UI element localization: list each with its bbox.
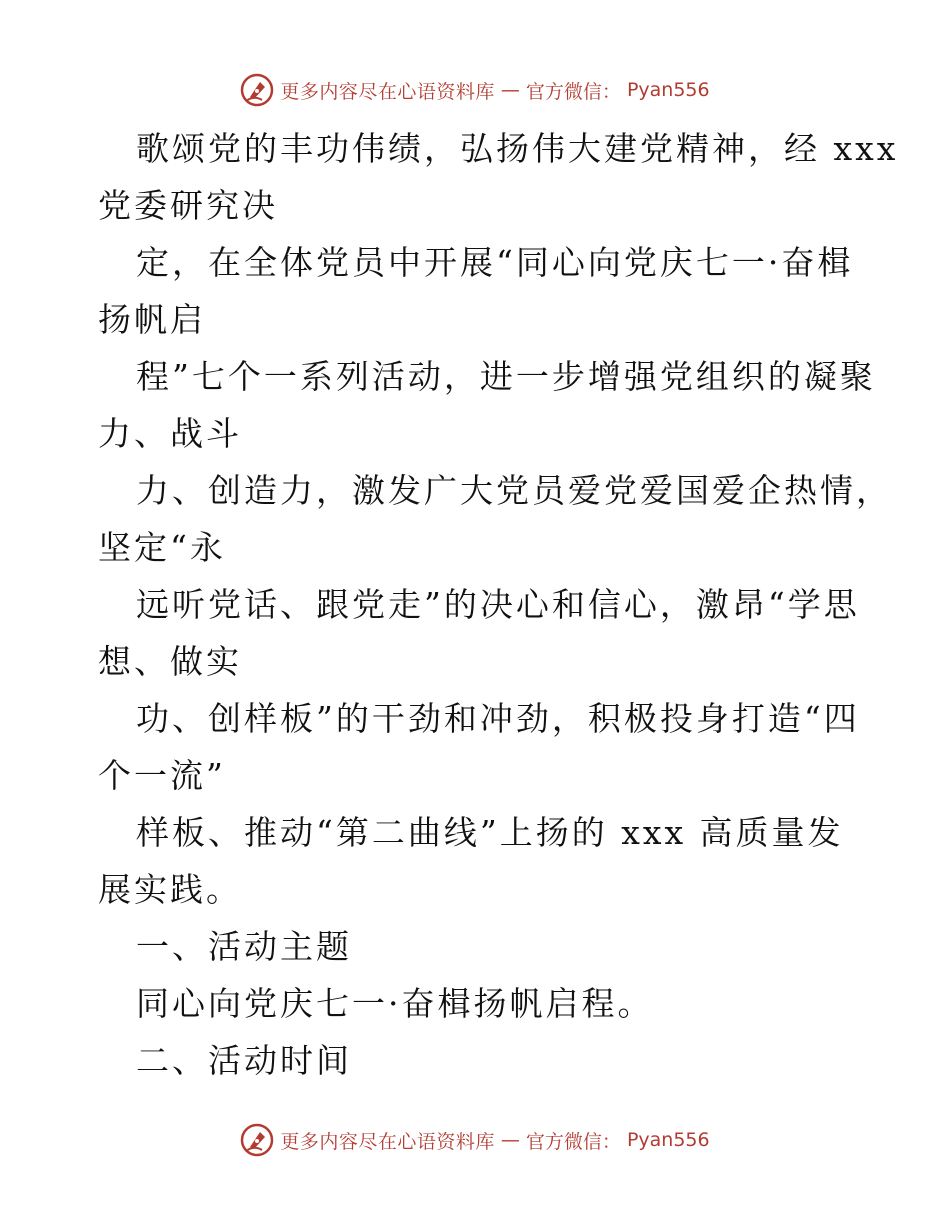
pen-nib-logo-icon bbox=[240, 1123, 274, 1157]
paragraph-line: 歌颂党的丰功伟绩，弘扬伟大建党精神，经 xxx bbox=[136, 129, 899, 168]
paragraph-line: 定，在全体党员中开展“同心向党庆七一·奋楫 bbox=[136, 243, 854, 282]
paragraph-line: 展实践。 bbox=[98, 870, 242, 909]
watermark-brand: 更多内容尽在心语资料库 bbox=[280, 80, 495, 103]
paragraph-line: 想、做实 bbox=[98, 642, 242, 681]
paragraph-line: 样板、推动“第二曲线”上扬的 xxx 高质量发 bbox=[136, 813, 844, 852]
watermark-dash: — bbox=[500, 79, 520, 101]
section-heading: 一、活动主题 bbox=[136, 927, 352, 966]
document-body bbox=[98, 120, 899, 1089]
paragraph-line: 远听党话、跟党走”的决心和信心，激昂“学思 bbox=[136, 585, 860, 624]
paragraph-line: 力、战斗 bbox=[98, 414, 242, 453]
paragraph-line: 力、创造力，激发广大党员爱党爱国爱企热情， bbox=[136, 471, 892, 510]
pen-nib-logo-icon bbox=[240, 73, 274, 107]
paragraph-line: 功、创样板”的干劲和冲劲，积极投身打造“四 bbox=[136, 699, 860, 738]
paragraph-line: 程”七个一系列活动，进一步增强党组织的凝聚 bbox=[136, 357, 876, 396]
watermark-wechat-label: 官方微信： bbox=[525, 1130, 621, 1153]
paragraph-line: 坚定“永 bbox=[98, 528, 226, 567]
watermark-brand: 更多内容尽在心语资料库 bbox=[280, 1130, 495, 1153]
watermark-wechat-id: Pyan556 bbox=[626, 1129, 710, 1151]
paragraph-line: 个一流” bbox=[98, 756, 226, 795]
watermark-dash: — bbox=[500, 1129, 520, 1151]
header-watermark bbox=[0, 70, 950, 110]
paragraph-line: 同心向党庆七一·奋楫扬帆启程。 bbox=[136, 984, 654, 1023]
paragraph-line: 扬帆启 bbox=[98, 300, 206, 339]
watermark-wechat-label: 官方微信： bbox=[525, 80, 621, 103]
watermark-wechat-id: Pyan556 bbox=[626, 79, 710, 101]
paragraph-line: 党委研究决 bbox=[98, 186, 278, 225]
section-heading: 二、活动时间 bbox=[136, 1041, 352, 1080]
footer-watermark bbox=[0, 1120, 950, 1160]
